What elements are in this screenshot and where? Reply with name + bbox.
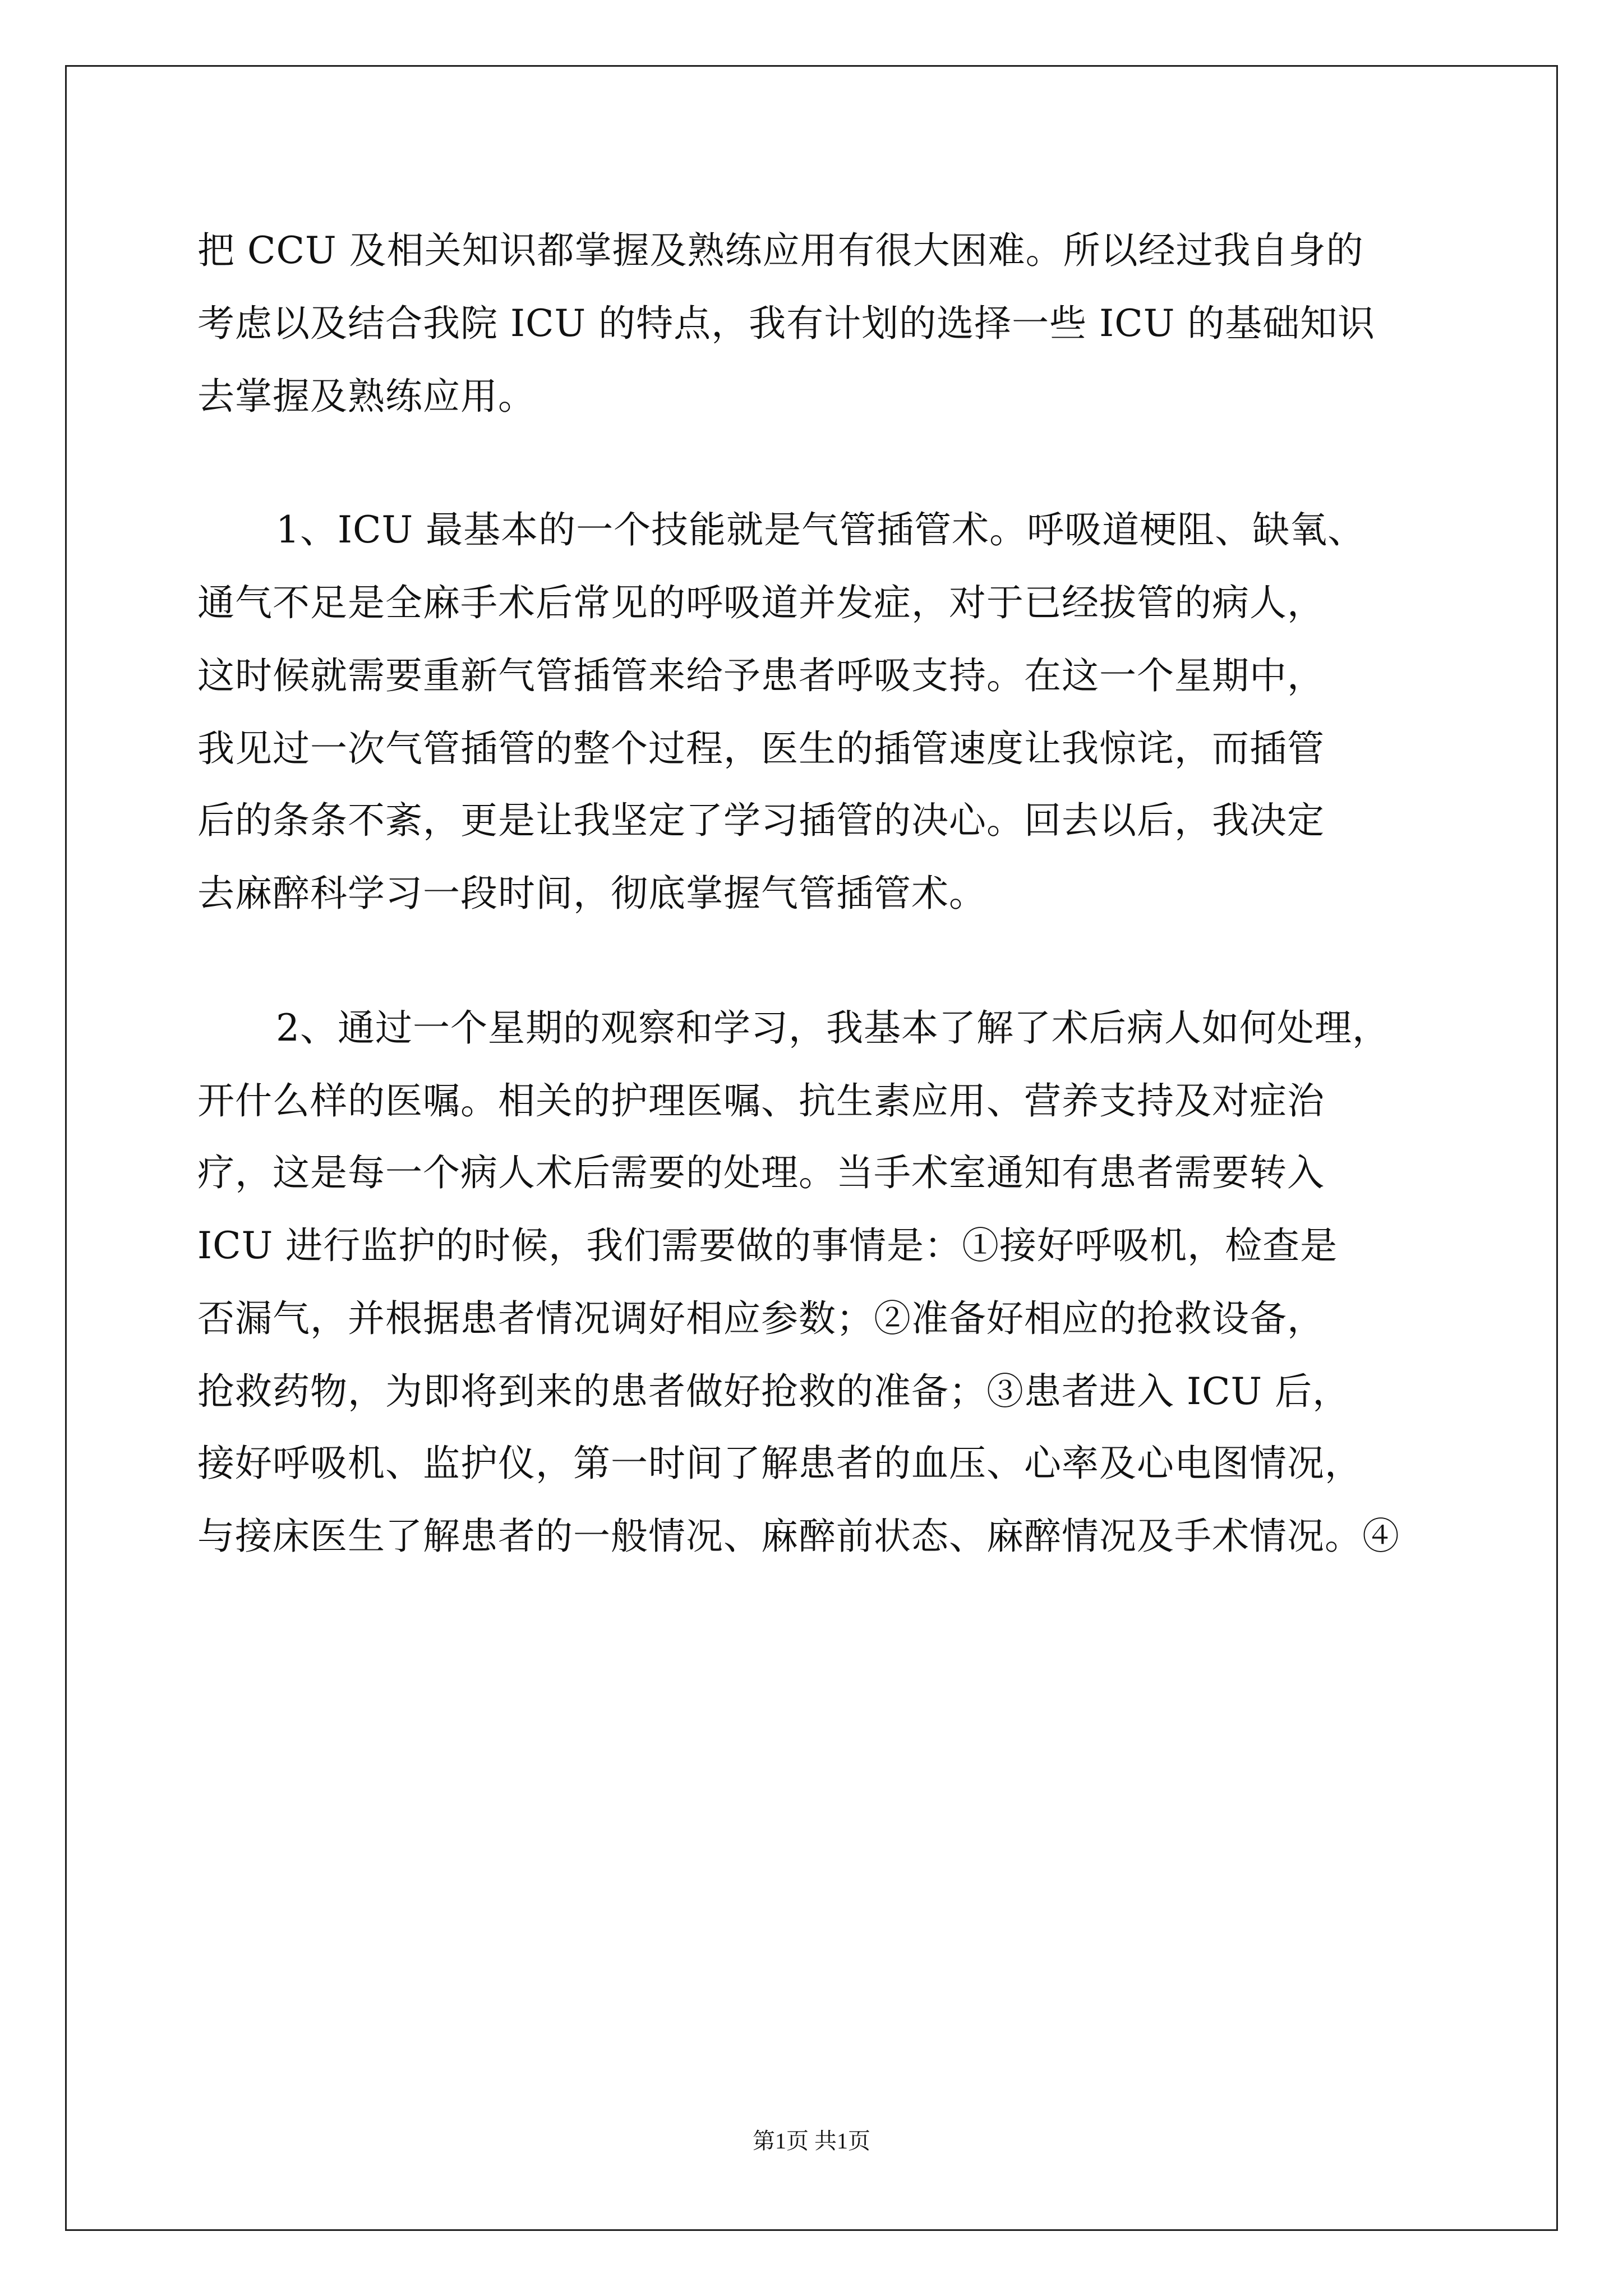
- paragraph-line: 接好呼吸机、监护仪，第一时间了解患者的血压、心率及心电图情况，: [197, 1442, 1362, 1485]
- paragraph-line: 后的条条不紊，更是让我坚定了学习插管的决心。回去以后，我决定: [197, 799, 1325, 842]
- page-footer: 第1页 共1页: [753, 2128, 870, 2154]
- paragraph-line: 开什么样的医嘱。相关的护理医嘱、抗生素应用、营养支持及对症治: [197, 1079, 1325, 1122]
- paragraph-line: 考虑以及结合我院 ICU 的特点，我有计划的选择一些 ICU 的基础知识: [197, 302, 1376, 345]
- paragraph-line: 否漏气，并根据患者情况调好相应参数；②准备好相应的抢救设备，: [197, 1297, 1325, 1340]
- paragraph-line: 与接床医生了解患者的一般情况、麻醉前状态、麻醉情况及手术情况。④: [197, 1515, 1400, 1558]
- paragraph-line: 我见过一次气管插管的整个过程，医生的插管速度让我惊诧，而插管: [197, 727, 1325, 770]
- paragraph-line: 1、ICU 最基本的一个技能就是气管插管术。呼吸道梗阻、缺氧、: [276, 508, 1366, 551]
- paragraph-line: 2、通过一个星期的观察和学习，我基本了解了术后病人如何处理，: [276, 1006, 1390, 1050]
- paragraph-line: 这时候就需要重新气管插管来给予患者呼吸支持。在这一个星期中，: [197, 654, 1325, 697]
- paragraph-line: 抢救药物，为即将到来的患者做好抢救的准备；③患者进入 ICU 后，: [197, 1370, 1350, 1413]
- paragraph-line: ICU 进行监护的时候，我们需要做的事情是：①接好呼吸机，检查是: [197, 1224, 1338, 1267]
- paragraph-line: 去掌握及熟练应用。: [197, 375, 536, 418]
- paragraph-line: 疗，这是每一个病人术后需要的处理。当手术室通知有患者需要转入: [197, 1151, 1325, 1194]
- paragraph-line: 去麻醉科学习一段时间，彻底掌握气管插管术。: [197, 872, 986, 915]
- paragraph-line: 通气不足是全麻手术后常见的呼吸道并发症，对于已经拔管的病人，: [197, 581, 1325, 624]
- paragraph-line: 把 CCU 及相关知识都掌握及熟练应用有很大困难。所以经过我自身的: [197, 229, 1364, 272]
